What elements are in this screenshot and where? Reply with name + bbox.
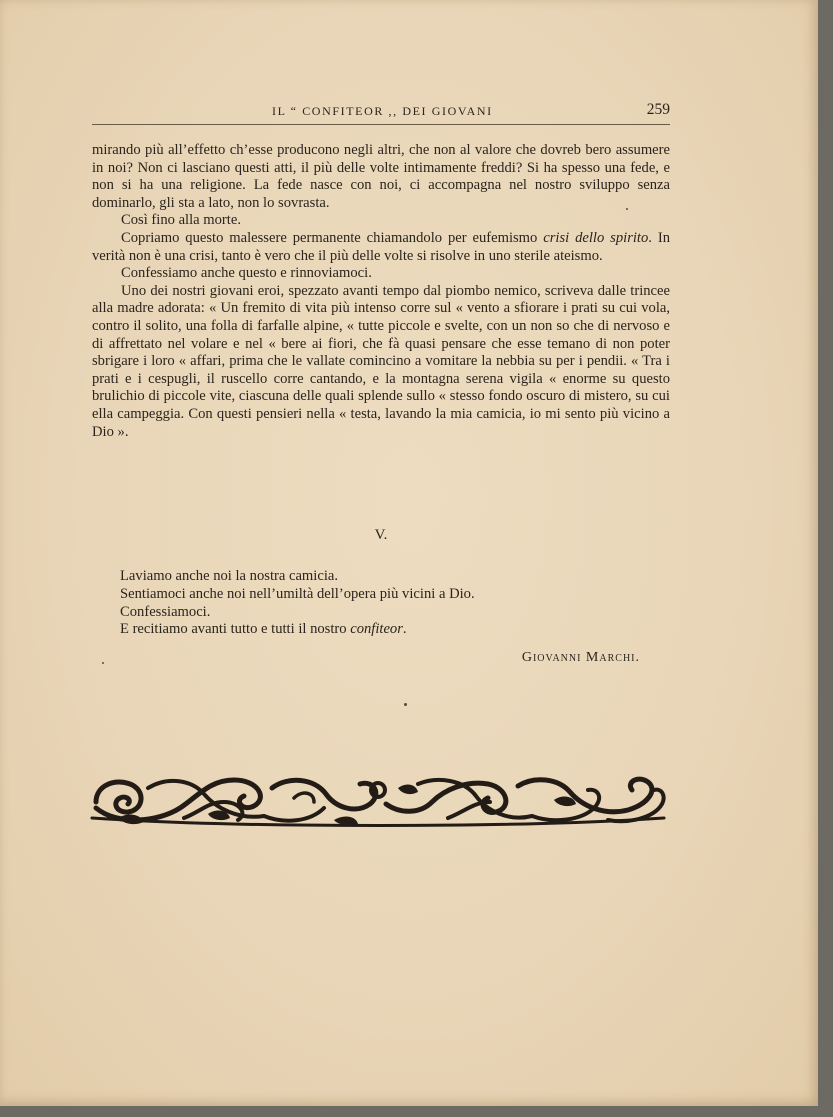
paragraph: Confessiamo anche questo e rinnoviamoci.: [121, 265, 372, 282]
paper-speck: [102, 662, 104, 664]
paper-speck: [626, 208, 628, 210]
author-signature: Giovanni Marchi.: [521, 650, 640, 665]
italic-word: confiteor: [350, 621, 403, 638]
page-header: [92, 100, 670, 125]
closing-line: Confessiamoci.: [120, 603, 211, 620]
closing-line: Sentiamoci anche noi nell’umiltà dell’opera più vicini a Dio.: [120, 585, 475, 602]
paper-speck: [404, 703, 407, 706]
closing-line: Laviamo anche noi la nostra camicia.: [120, 568, 339, 584]
closing-line: [120, 621, 680, 639]
paragraph: Così fino alla morte.: [121, 212, 241, 229]
italic-phrase: crisi dello spirito: [543, 229, 649, 246]
running-title: IL “ CONFITEOR ,, DEI GIOVANI: [272, 104, 493, 118]
paragraph: mirando più all’effetto ch’esse producono negli altri, che non al valore che dovreb bero assumere in noi? Non ci lasciano questi atti, il più delle volte intimamente freddi? Si ha spesso una fede, e non si ha una religione. La fede nasce con noi, ci accompagna nel nostro sviluppo senza dominarlo, gli sta a lato, non lo sovrasta.: [92, 142, 670, 211]
section-number: V.: [374, 527, 388, 543]
page-number: 259: [646, 101, 670, 118]
floral-scroll-ornament-icon: [88, 768, 668, 830]
quoted-letter-paragraph: Uno dei nostri giovani eroi, spezzato avanti tempo dal piombo nemico, scriveva dalle trincee alla madre adorata: « Un fremito di vita più intenso corre sul « vento a sfiorare i prati su cui vola, contro il solito, una folla di farfalle alpine, « tutte piccole e svelte, con un non so che di nervoso e di affrettato nel volare e nel « bere ai fiori, che fà quasi pensare che esse temano di non poter sbrigare i loro « affari, prima che le vallate comincino a vomitare la nebbia su per i pendii. « Tra i prati e i cespugli, il ruscello corre cantando, e la montagna serena vigila « enorme su questo brulichio di piccole vite, ciascuna delle quali splende sullo « stesso fondo oscuro di mistero, su cui ella campeggia. Con questi pensieri nella « testa, lavando la mia camicia, io mi sento più vicino a Dio ».: [92, 282, 670, 440]
paragraph-text: Copriamo questo malessere permanente chiamandolo per eufemismo: [121, 229, 544, 246]
closing-text: E recitiamo avanti tutto e tutti il nostro: [120, 621, 351, 638]
paragraph: [92, 230, 670, 265]
closing-text: .: [402, 621, 407, 638]
body-text: [92, 142, 670, 441]
paragraph-text: . In verità non è una crisi, tanto è vero che il più delle volte si risolve in uno sterile ateismo.: [92, 229, 670, 264]
closing-lines: [120, 568, 680, 639]
